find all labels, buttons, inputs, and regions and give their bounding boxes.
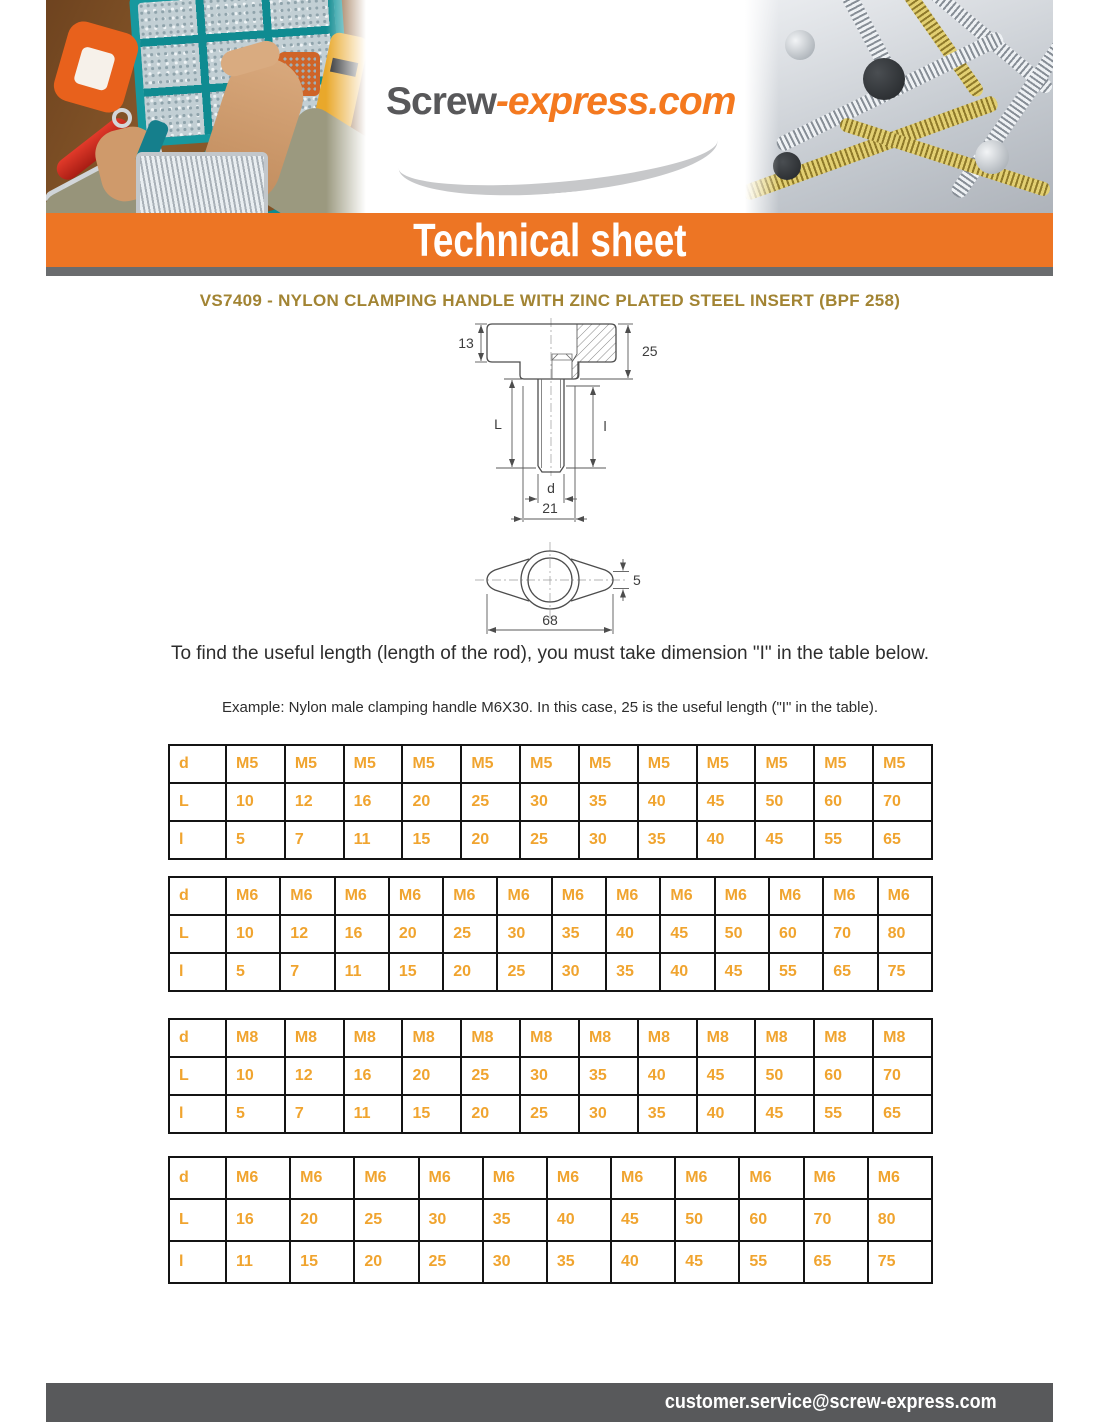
spec-cell: M6 (280, 877, 334, 915)
spec-cell: 45 (675, 1241, 739, 1283)
spec-cell: M6 (804, 1157, 868, 1199)
spec-cell: 35 (552, 915, 606, 953)
spec-cell: 55 (814, 821, 873, 859)
spec-cell: 35 (579, 1057, 638, 1095)
spec-cell: 30 (497, 915, 551, 953)
spec-cell: M6 (483, 1157, 547, 1199)
row-label: l (169, 1095, 226, 1133)
spec-cell: M6 (769, 877, 823, 915)
spec-cell: 5 (226, 1095, 285, 1133)
spec-cell: M6 (823, 877, 877, 915)
screw-box (136, 152, 268, 213)
table-row (169, 1199, 932, 1241)
spec-table-2 (168, 876, 933, 992)
spec-cell: 60 (814, 783, 873, 821)
spec-cell: M5 (344, 745, 403, 783)
spec-cell: M8 (873, 1019, 932, 1057)
spec-cell: 12 (285, 1057, 344, 1095)
spec-cell: M5 (873, 745, 932, 783)
spec-cell: 80 (878, 915, 932, 953)
spec-cell: 80 (868, 1199, 932, 1241)
spec-cell: M8 (520, 1019, 579, 1057)
spec-cell: 15 (402, 821, 461, 859)
workbench-photo (46, 0, 366, 213)
spec-cell: 35 (638, 1095, 697, 1133)
table-row (169, 783, 932, 821)
spec-cell: 40 (638, 783, 697, 821)
row-label: L (169, 1199, 226, 1241)
spec-cell: 35 (547, 1241, 611, 1283)
table-row (169, 1241, 932, 1283)
table-row (169, 877, 932, 915)
spec-cell: 40 (638, 1057, 697, 1095)
spec-cell: 12 (285, 783, 344, 821)
spec-cell: 15 (389, 953, 443, 991)
spec-cell: 40 (660, 953, 714, 991)
spec-cell: 70 (873, 1057, 932, 1095)
spec-cell: 65 (873, 1095, 932, 1133)
spec-cell: M5 (755, 745, 814, 783)
spec-cell: 25 (419, 1241, 483, 1283)
spec-cell: 25 (354, 1199, 418, 1241)
spec-cell: 55 (814, 1095, 873, 1133)
spec-cell: 10 (226, 783, 285, 821)
spec-cell: M5 (697, 745, 756, 783)
spec-cell: M8 (402, 1019, 461, 1057)
spec-cell: 35 (579, 783, 638, 821)
spec-cell: M8 (579, 1019, 638, 1057)
spec-cell: 25 (520, 1095, 579, 1133)
spec-table-4 (168, 1156, 933, 1284)
spec-cell: 11 (335, 953, 389, 991)
logo-text-express: -express.com (495, 80, 736, 123)
spec-cell: 16 (226, 1199, 290, 1241)
spec-cell: 70 (804, 1199, 868, 1241)
spec-cell: M5 (579, 745, 638, 783)
spec-cell: 11 (344, 1095, 403, 1133)
row-label: l (169, 953, 226, 991)
table-row (169, 1057, 932, 1095)
spec-cell: 16 (344, 1057, 403, 1095)
spec-cell: M8 (461, 1019, 520, 1057)
spec-cell: M6 (552, 877, 606, 915)
spec-cell: 30 (552, 953, 606, 991)
spec-cell: 10 (226, 915, 280, 953)
spec-cell: 11 (226, 1241, 290, 1283)
dim-l: l (603, 418, 607, 434)
spec-cell: 30 (520, 1057, 579, 1095)
dim-L: L (494, 416, 502, 432)
table-row (169, 915, 932, 953)
spec-cell: M6 (290, 1157, 354, 1199)
spec-cell: 30 (419, 1199, 483, 1241)
spec-cell: 16 (335, 915, 389, 953)
customer-email-link[interactable]: customer.service@screw-express.com (665, 1391, 997, 1413)
footer-bar (46, 1383, 1053, 1422)
spec-cell: 12 (280, 915, 334, 953)
spec-cell: M6 (878, 877, 932, 915)
spec-cell: M5 (226, 745, 285, 783)
banner-title: Technical sheet (412, 214, 687, 266)
spec-table-3 (168, 1018, 933, 1134)
spec-cell: M5 (402, 745, 461, 783)
spec-cell: 55 (739, 1241, 803, 1283)
spec-cell: 30 (520, 783, 579, 821)
table-row (169, 1157, 932, 1199)
banner (46, 213, 1053, 267)
spec-cell: M6 (226, 877, 280, 915)
spec-cell: 20 (443, 953, 497, 991)
spec-cell: M5 (814, 745, 873, 783)
spec-cell: 7 (285, 1095, 344, 1133)
divider-bar (46, 267, 1053, 276)
dim-13: 13 (458, 335, 474, 351)
top-view-drawing (455, 538, 695, 648)
spec-cell: M6 (660, 877, 714, 915)
spec-cell: 25 (497, 953, 551, 991)
dim-5: 5 (633, 572, 641, 588)
spec-cell: 15 (290, 1241, 354, 1283)
spec-cell: M6 (389, 877, 443, 915)
spec-cell: M6 (715, 877, 769, 915)
spec-cell: 35 (606, 953, 660, 991)
spec-cell: 70 (823, 915, 877, 953)
spec-cell: M6 (547, 1157, 611, 1199)
spec-cell: 45 (755, 1095, 814, 1133)
row-label: l (169, 1241, 226, 1283)
dim-21: 21 (542, 500, 558, 516)
logo-text-screw: Screw (386, 80, 496, 123)
photo-fade (326, 0, 366, 213)
spec-cell: 40 (547, 1199, 611, 1241)
row-label: d (169, 1019, 226, 1057)
spec-cell: 70 (873, 783, 932, 821)
spec-cell: 75 (868, 1241, 932, 1283)
spec-cell: 75 (878, 953, 932, 991)
dim-25: 25 (642, 343, 658, 359)
spec-cell: M5 (638, 745, 697, 783)
spec-cell: M5 (520, 745, 579, 783)
spec-cell: 25 (461, 1057, 520, 1095)
spec-cell: 20 (290, 1199, 354, 1241)
table-row (169, 953, 932, 991)
spec-cell: 10 (226, 1057, 285, 1095)
spec-cell: M8 (697, 1019, 756, 1057)
spec-cell: 40 (611, 1241, 675, 1283)
spec-cell: M6 (739, 1157, 803, 1199)
screws-photo (745, 0, 1053, 213)
dim-d: d (547, 480, 555, 496)
screw-head (975, 140, 1009, 174)
spec-cell: 20 (402, 783, 461, 821)
screw-head (785, 30, 815, 60)
spec-cell: 60 (739, 1199, 803, 1241)
table-row (169, 821, 932, 859)
spec-cell: 40 (697, 821, 756, 859)
row-label: L (169, 1057, 226, 1095)
spec-cell: 30 (579, 1095, 638, 1133)
table-row (169, 1019, 932, 1057)
spec-cell: 7 (285, 821, 344, 859)
front-view-drawing (430, 316, 670, 528)
spec-cell: 20 (389, 915, 443, 953)
spec-cell: 35 (638, 821, 697, 859)
tape-measure (50, 18, 142, 117)
spec-cell: M5 (461, 745, 520, 783)
row-label: L (169, 783, 226, 821)
spec-cell: 45 (755, 821, 814, 859)
spec-cell: 15 (402, 1095, 461, 1133)
spec-cell: M6 (497, 877, 551, 915)
spec-cell: 50 (755, 783, 814, 821)
spec-cell: M6 (419, 1157, 483, 1199)
spec-cell: M8 (814, 1019, 873, 1057)
spec-cell: 5 (226, 953, 280, 991)
spec-cell: M8 (638, 1019, 697, 1057)
spec-cell: 30 (483, 1241, 547, 1283)
spec-cell: 50 (675, 1199, 739, 1241)
spec-cell: 45 (660, 915, 714, 953)
spec-cell: M6 (226, 1157, 290, 1199)
spec-cell: 50 (715, 915, 769, 953)
spec-cell: 16 (344, 783, 403, 821)
spec-cell: 45 (715, 953, 769, 991)
spec-cell: 25 (520, 821, 579, 859)
spec-cell: M8 (285, 1019, 344, 1057)
spec-cell: M6 (606, 877, 660, 915)
spec-table-1 (168, 744, 933, 860)
spec-cell: M6 (611, 1157, 675, 1199)
spec-cell: M6 (868, 1157, 932, 1199)
table-row (169, 745, 932, 783)
row-label: l (169, 821, 226, 859)
spec-cell: 60 (814, 1057, 873, 1095)
spec-cell: 40 (606, 915, 660, 953)
example-note: Example: Nylon male clamping handle M6X30. In this case, 25 is the useful length ("I" in the table). (221, 699, 878, 716)
table-row (169, 1095, 932, 1133)
spec-cell: 55 (769, 953, 823, 991)
spec-cell: M6 (675, 1157, 739, 1199)
spec-cell: M8 (344, 1019, 403, 1057)
spec-cell: 20 (354, 1241, 418, 1283)
product-title: VS7409 - NYLON CLAMPING HANDLE WITH ZINC PLATED STEEL INSERT (BPF 258) (199, 291, 901, 310)
spec-cell: 25 (443, 915, 497, 953)
spec-cell: 60 (769, 915, 823, 953)
spec-cell: 40 (697, 1095, 756, 1133)
photo-fade (745, 0, 779, 213)
row-label: d (169, 877, 226, 915)
spec-cell: 45 (697, 783, 756, 821)
screw-head (863, 58, 905, 100)
spec-cell: 65 (823, 953, 877, 991)
spec-cell: M8 (226, 1019, 285, 1057)
spec-cell: M6 (335, 877, 389, 915)
spec-cell: 45 (697, 1057, 756, 1095)
spec-cell: 65 (804, 1241, 868, 1283)
spec-cell: M6 (443, 877, 497, 915)
spec-cell: 35 (483, 1199, 547, 1241)
spec-cell: 25 (461, 783, 520, 821)
row-label: L (169, 915, 226, 953)
spec-cell: 5 (226, 821, 285, 859)
spec-cell: 20 (461, 821, 520, 859)
spec-cell: 20 (402, 1057, 461, 1095)
spec-cell: M5 (285, 745, 344, 783)
row-label: d (169, 1157, 226, 1199)
row-label: d (169, 745, 226, 783)
spec-cell: 7 (280, 953, 334, 991)
spec-cell: 45 (611, 1199, 675, 1241)
usage-note: To find the useful length (length of the rod), you must take dimension "I" in the table below. (170, 643, 930, 664)
spec-cell: 50 (755, 1057, 814, 1095)
spec-cell: 11 (344, 821, 403, 859)
spec-cell: 30 (579, 821, 638, 859)
spec-cell: M6 (354, 1157, 418, 1199)
spec-cell: 65 (873, 821, 932, 859)
dim-68: 68 (542, 612, 558, 628)
spec-cell: 20 (461, 1095, 520, 1133)
spec-cell: M8 (755, 1019, 814, 1057)
